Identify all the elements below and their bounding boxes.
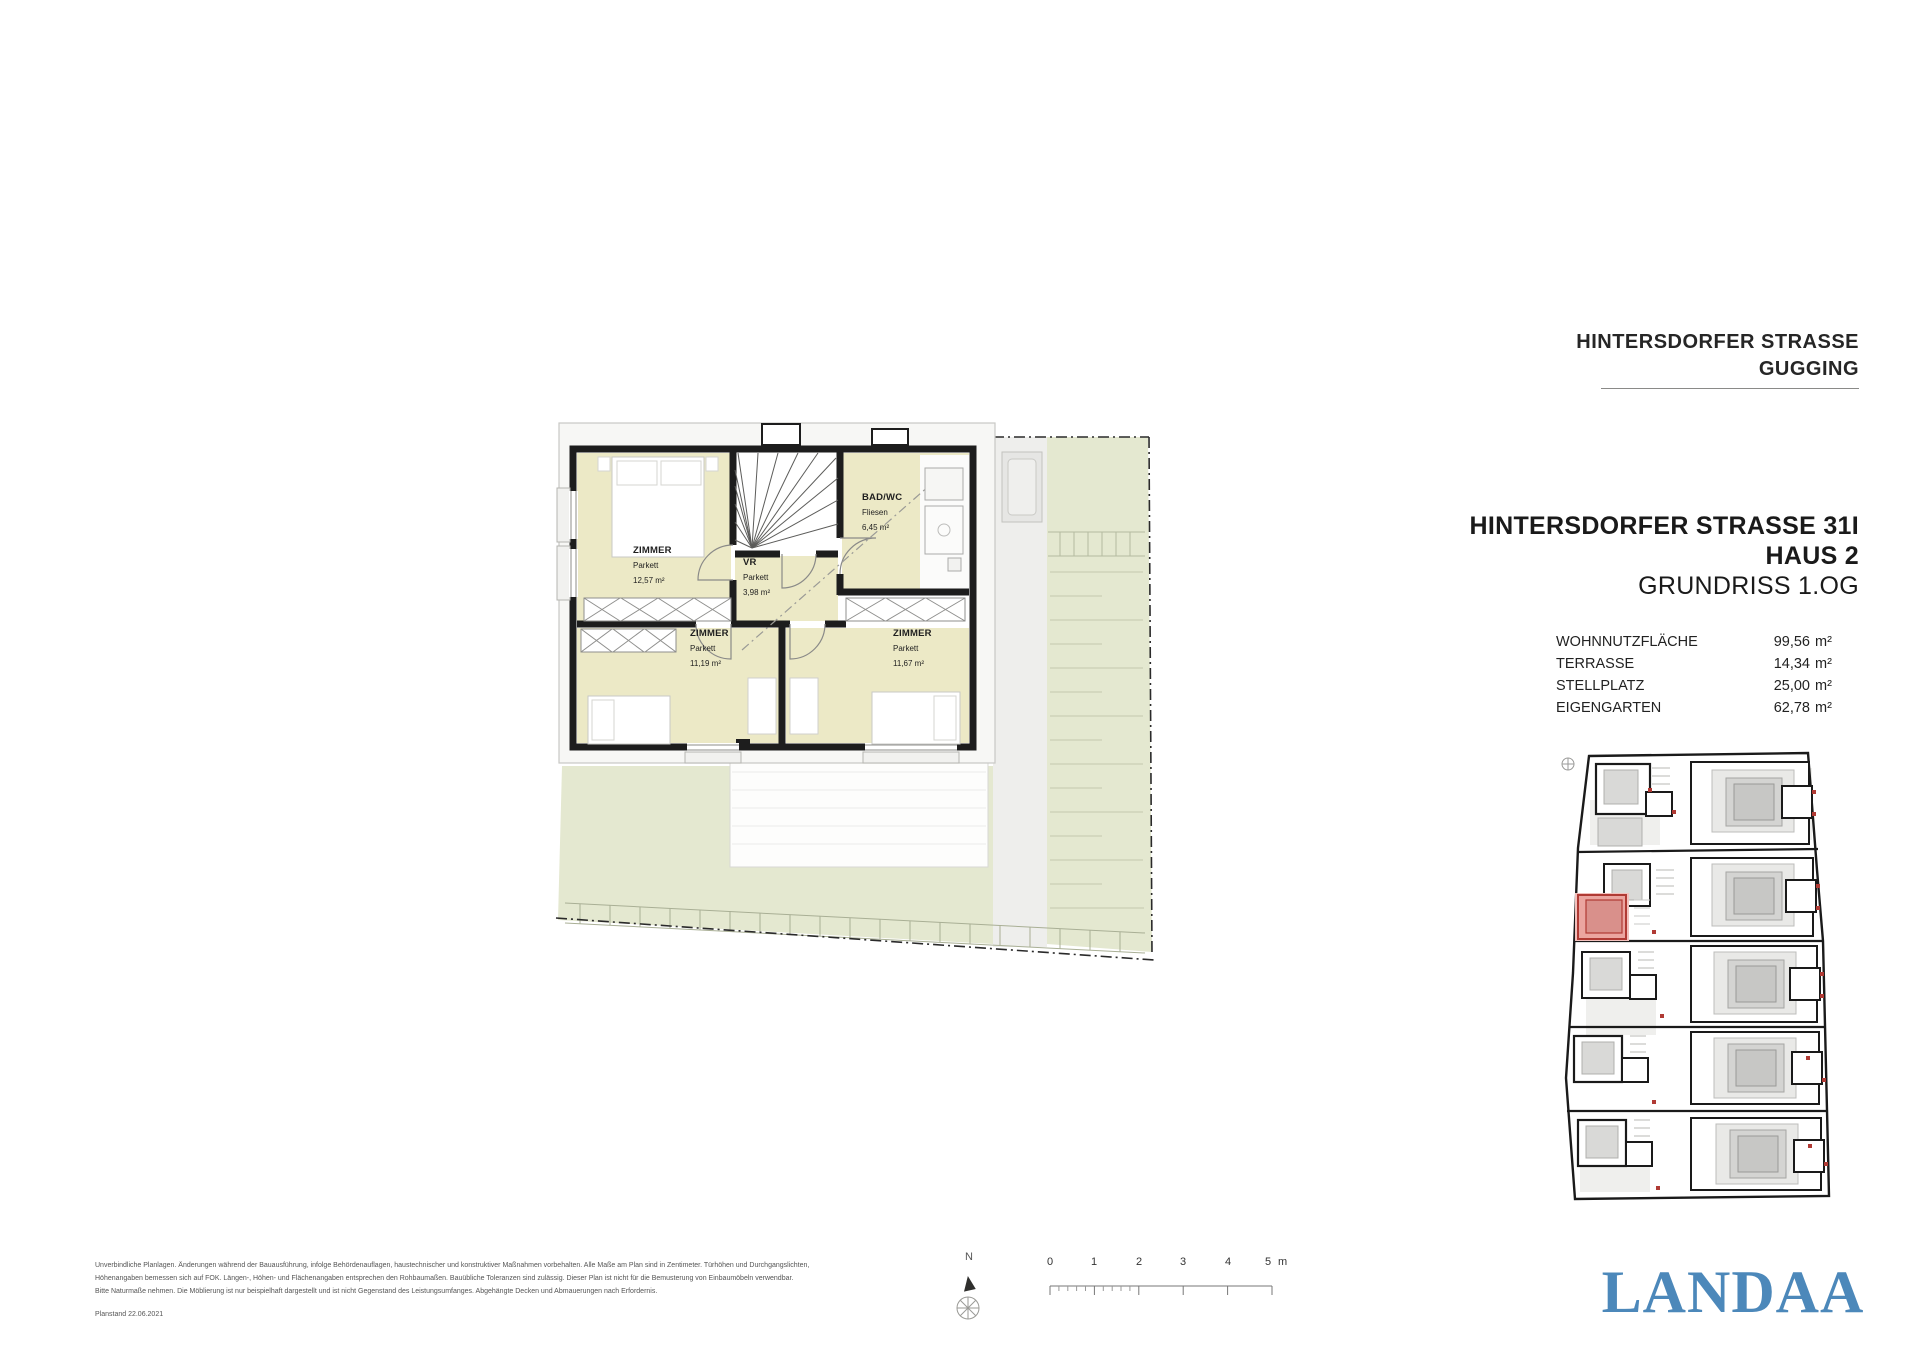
siteplan-compass-icon: [1562, 758, 1574, 770]
sheet-title-floor: GRUNDRISS 1.OG: [1638, 572, 1859, 600]
area-row-terrasse: TERRASSE 14,34 m²: [1556, 656, 1832, 672]
garden-strip: [1047, 437, 1152, 952]
scale-unit: m: [1278, 1256, 1288, 1268]
scale-label-2: 2: [1135, 1256, 1143, 1268]
planter: [1002, 452, 1042, 522]
sheet-title-haus: HAUS 2: [1765, 542, 1859, 570]
scale-label-0: 0: [1046, 1256, 1054, 1268]
room-label-badwc: BAD/WC Fliesen 6,45 m²: [862, 492, 903, 532]
siteplan-right-houses: [1691, 762, 1824, 1190]
room-label-zimmer-3: ZIMMER Parkett 11,67 m²: [893, 628, 932, 668]
project-header-line2: GUGGING: [1758, 358, 1859, 380]
room-label-zimmer-1: ZIMMER Parkett 12,57 m²: [633, 545, 672, 585]
area-row-eigengarten: EIGENGARTEN 62,78 m²: [1556, 700, 1832, 716]
scale-label-3: 3: [1179, 1256, 1187, 1268]
room-label-zimmer-2: ZIMMER Parkett 11,19 m²: [690, 628, 729, 668]
floorplan-drawing: [540, 400, 1200, 980]
disclaimer-line-1: Unverbindliche Planlagen. Änderungen während der Bauausführung, infolge Behördenauflagen, haustechnischer und konstruktiver Maßnahmen vorbehalten. Alle Maße am Plan sind in Zentimeter. Türhöhen und Durchgangslichten,: [95, 1262, 810, 1269]
scale-ruler: [1040, 1278, 1290, 1300]
project-header: [1459, 329, 1859, 383]
disclaimer-line-2: Höhenangaben bemessen sich auf FOK. Längen-, Höhen- und Flächenangaben entsprechen den Rohbaumaßen. Bauübliche Toleranzen sind zulässig. Dieser Plan ist nicht für die Bemusterung von Einbaumöbeln verwendbar.: [95, 1275, 794, 1282]
project-header-line1: HINTERSDORFER STRASSE: [1576, 331, 1859, 353]
siteplan-highlight-unit: [1575, 893, 1650, 941]
area-row-stellplatz: STELLPLATZ 25,00 m²: [1556, 678, 1832, 694]
area-table: [1556, 634, 1843, 726]
sheet-title: [1419, 511, 1859, 601]
siteplan-overview: [1550, 745, 1840, 1280]
room-label-vr: VR Parkett 3,98 m²: [743, 557, 771, 597]
sheet-title-address: HINTERSDORFER STRASSE 31I: [1469, 512, 1859, 540]
planstand: Planstand 22.06.2021: [95, 1311, 164, 1318]
north-arrow-icon: [948, 1272, 988, 1324]
scale-label-1: 1: [1090, 1256, 1098, 1268]
scale-label-5: 5: [1264, 1256, 1272, 1268]
terrace: [730, 754, 988, 867]
disclaimer-line-3: Bitte Naturmaße nehmen. Die Möblierung ist nur beispielhaft dargestellt und ist nicht Gegenstand des Leistungsumfanges. Abgehängte Decken und Abmauerungen nach Erfordernis.: [95, 1288, 658, 1295]
north-label: N: [965, 1251, 973, 1263]
scale-label-4: 4: [1224, 1256, 1232, 1268]
area-row-wohnnutzflaeche: WOHNNUTZFLÄCHE 99,56 m²: [1556, 634, 1832, 650]
header-rule: [1601, 388, 1859, 389]
landaa-logo: LANDAA: [1601, 1259, 1865, 1325]
